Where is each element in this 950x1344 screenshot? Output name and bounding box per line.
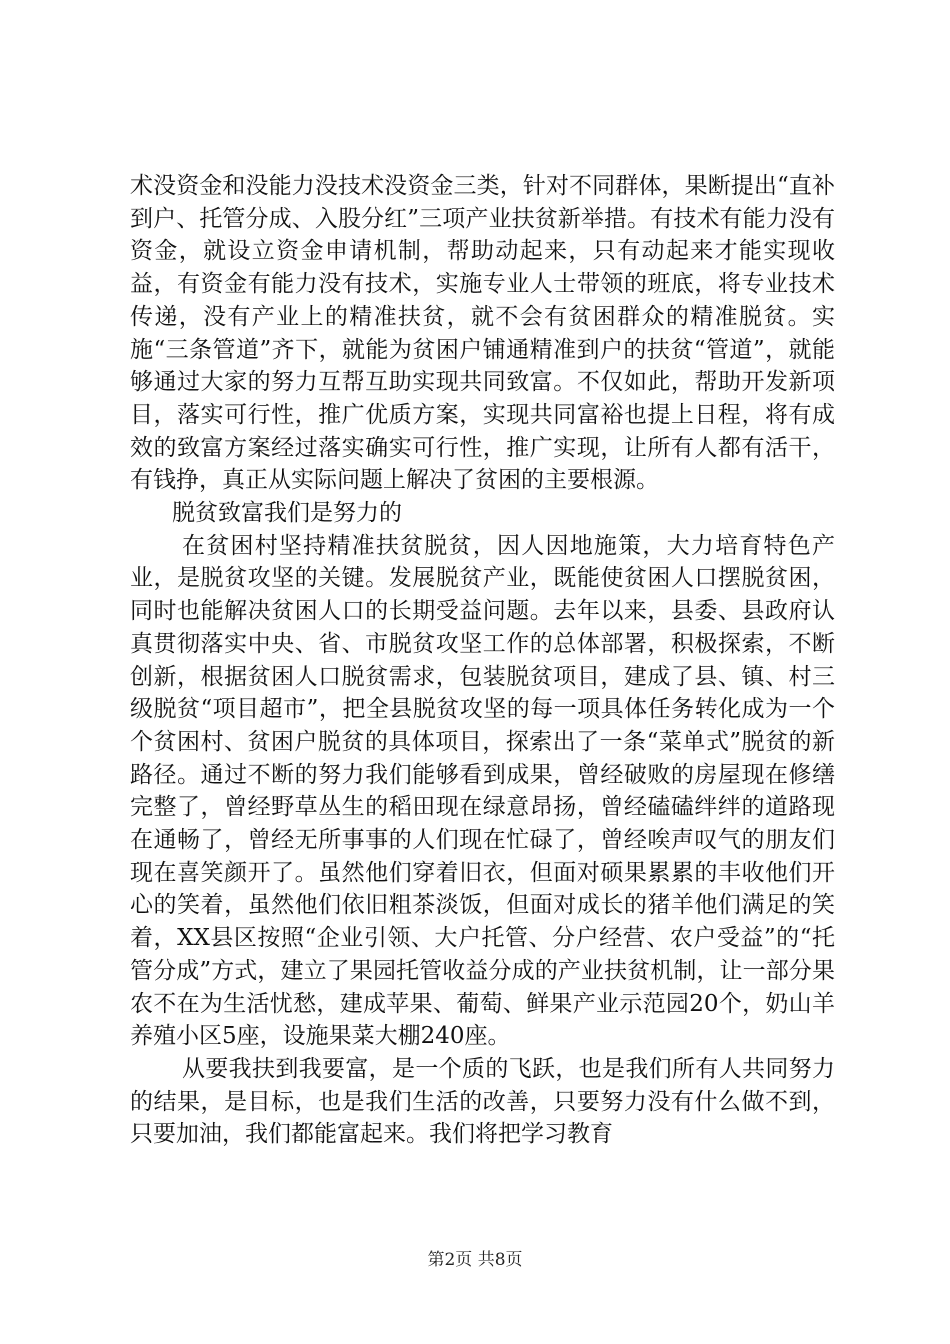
page-number-footer: 第2页 共8页 — [427, 1250, 523, 1270]
paragraph-body: 在贫困村坚持精准扶贫脱贫，因人因地施策，大力培育特色产业，是脱贫攻坚的关键。发展脱贫产业，既能使贫困人口摆脱贫困，同时也能解决贫困人口的长期受益问题。去年以来，县委、县政府认真贯彻落实中央、省、市脱贫攻坚工作的总体部署，积极探索，不断创新，根据贫困人口脱贫需求，包装脱贫项目，建成了县、镇、村三级脱贫“项目超市”，把全县脱贫攻坚的每一项具体任务转化成为一个个贫困村、贫困户脱贫的具体项目，探索出了一条“菜单式”脱贫的新路径。通过不断的努力我们能够看到成果，曾经破败的房屋现在修缮完整了，曾经野草丛生的稻田现在绿意昂扬，曾经磕磕绊绊的道路现在通畅了，曾经无所事事的人们现在忙碌了，曾经唉声叹气的朋友们现在喜笑颜开了。虽然他们穿着旧衣，但面对硕果累累的丰收他们开心的笑着，虽然他们依旧粗茶淡饭，但面对成长的猪羊他们满足的笑着，XX县区按照“企业引领、大户托管、分户经营、农户受益”的“托管分成”方式，建立了果园托管收益分成的产业扶贫机制，让一部分果农不在为生活忧愁，建成苹果、葡萄、鲜果产业示范园20个，奶山羊养殖小区5座，设施果菜大棚240座。 — [130, 532, 835, 1050]
paragraph-closing: 从要我扶到我要富，是一个质的飞跃，也是我们所有人共同努力的结果，是目标，也是我们生活的改善，只要努力没有什么做不到，只要加油，我们都能富起来。我们将把学习教育 — [130, 1055, 835, 1148]
section-heading: 脱贫致富我们是努力的 — [172, 500, 402, 527]
document-body — [130, 170, 835, 1151]
paragraph-continuation: 术没资金和没能力没技术没资金三类，针对不同群体，果断提出“直补到户、托管分成、入股分红”三项产业扶贫新举措。有技术有能力没有资金，就设立资金申请机制，帮助动起来，只有动起来才能实现收益，有资金有能力没有技术，实施专业人士带领的班底，将专业技术传递，没有产业上的精准扶贫，就不会有贫困群众的精准脱贫。实施“三条管道”齐下，就能为贫困户铺通精准到户的扶贫“管道”，就能够通过大家的努力互帮互助实现共同致富。不仅如此，帮助开发新项目，落实可行性，推广优质方案，实现共同富裕也提上日程，将有成效的致富方案经过落实确实可行性，推广实现，让所有人都有活干，有钱挣，真正从实际问题上解决了贫困的主要根源。 — [130, 173, 835, 494]
